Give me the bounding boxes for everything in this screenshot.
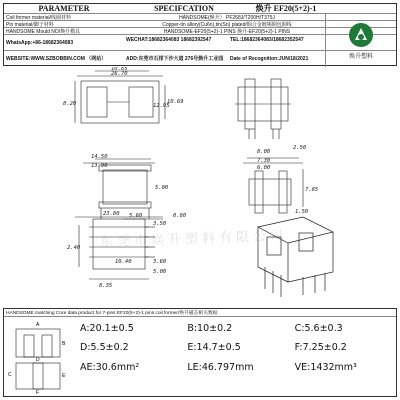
core-letter-c: C (8, 372, 12, 378)
coil-former-material-value: HANDSOME(焕升） PF268J/T200H/T375J (179, 14, 275, 20)
spec-le: LE:46.797mm (187, 361, 254, 373)
recognition-date: Date of Recognition:JUN/18/2021 (230, 55, 309, 62)
right-view-outline (249, 179, 291, 205)
core-matching-text: HANDSOME matching Core data product for 7-pins EF20(5+2)-1 pins coil former/焕升磁芯相关数据 (4, 309, 396, 317)
header-title-row (4, 4, 396, 14)
dim-3-50: 3.50 (153, 221, 167, 227)
dim-8-00: 8.00 (257, 149, 271, 155)
part-label: 焕升 EF20(5+2)-1 (255, 4, 317, 13)
logo-mark-icon (348, 22, 374, 48)
address: ADD:东莞市石排下沙大道 276号焕升工业园 (126, 56, 224, 62)
parameter-title: PARAMETER (38, 4, 90, 13)
spec-a: A:20.1±0.5 (80, 323, 134, 335)
front-view-outline (103, 170, 147, 204)
dim-26-70: 26.70 (111, 71, 128, 77)
dim-top-mid-v: 10.69 (167, 99, 184, 105)
spec-ae: AE:30.6mm² (80, 361, 140, 373)
header-table (3, 3, 397, 66)
core-letter-d: D (36, 357, 40, 363)
mould-value: HANDSOME-EF20(5+2)-1 PINS 焕升-EF20(5+2)-1 PINS (163, 28, 291, 34)
watermark: 东莞市焕升塑料有限公司 (99, 227, 288, 250)
core-letter-a: A (36, 322, 40, 328)
technical-drawing (3, 67, 397, 305)
dim-top-right-v: 12.95 (153, 103, 170, 109)
mould-label: HANDSOME Mould NO/焕升模具 (6, 28, 81, 34)
pin-material-label: Pin material/脚子材料 (6, 21, 54, 27)
spec-d: D:5.5±0.2 (80, 342, 129, 354)
dim-top-left-v: 8.20 (63, 101, 77, 107)
wechat: WECHAT:18682364083 18682392547 (126, 37, 212, 43)
spec-c: C:5.6±0.3 (294, 323, 343, 335)
logo-text: 焕升塑料 (348, 53, 373, 60)
dim-7-30: 7.30 (257, 158, 271, 164)
whatsapp: WhatsApp:+86-18682364083 (6, 39, 74, 46)
spec-b: B:10±0.2 (187, 323, 233, 335)
dim-5-60: 5.60 (129, 213, 143, 219)
pin-material-value: Copper-tin allory(Cu6n),tin(Sn) plated/铜合金镀锡铜包铜线 (162, 21, 292, 27)
dim-7-85: 7.85 (305, 187, 319, 193)
dim-3-60: 3.60 (153, 259, 167, 265)
dim-mid-small: 0.80 (173, 213, 187, 219)
core-letter-f: F (36, 390, 40, 395)
dim-bot-left-v: 2.40 (67, 245, 81, 251)
core-spec-grid (74, 319, 396, 396)
specification-title: SPECIFCATION (154, 4, 214, 13)
dim-8-35: 8.35 (99, 283, 113, 289)
spec-ve: VE:1432mm³ (294, 361, 357, 373)
dim-10-40: 10.40 (115, 259, 132, 265)
dim-13-90: 13.90 (91, 163, 108, 169)
dim-2-50: 2.50 (293, 145, 307, 151)
tel: TEL:18682364083/18682352547 (230, 37, 304, 43)
dim-6-00: 6.00 (257, 165, 271, 171)
dim-23-80: 23.80 (103, 211, 120, 217)
core-diagram (6, 321, 70, 395)
coil-former-material-label: Coil former material/线圈材料 (6, 14, 72, 20)
core-letter-e: E (62, 373, 66, 379)
core-data-panel (3, 308, 397, 397)
spec-f: F:7.25±0.2 (294, 342, 347, 354)
dim-14-50: 14.50 (91, 154, 108, 160)
dim-10-85: 10.85 (111, 67, 128, 72)
dim-mid-v: 5.00 (155, 185, 169, 191)
dim-bot-left-v2: 5.00 (153, 269, 167, 275)
dim-1-50: 1.50 (295, 209, 309, 215)
company-logo (325, 14, 396, 67)
website: WEBSITE:WWW.SZBOBBIN.COM （网站） (6, 56, 107, 62)
spec-e: E:14.7±0.5 (187, 342, 241, 354)
core-letter-b: B (62, 341, 66, 347)
